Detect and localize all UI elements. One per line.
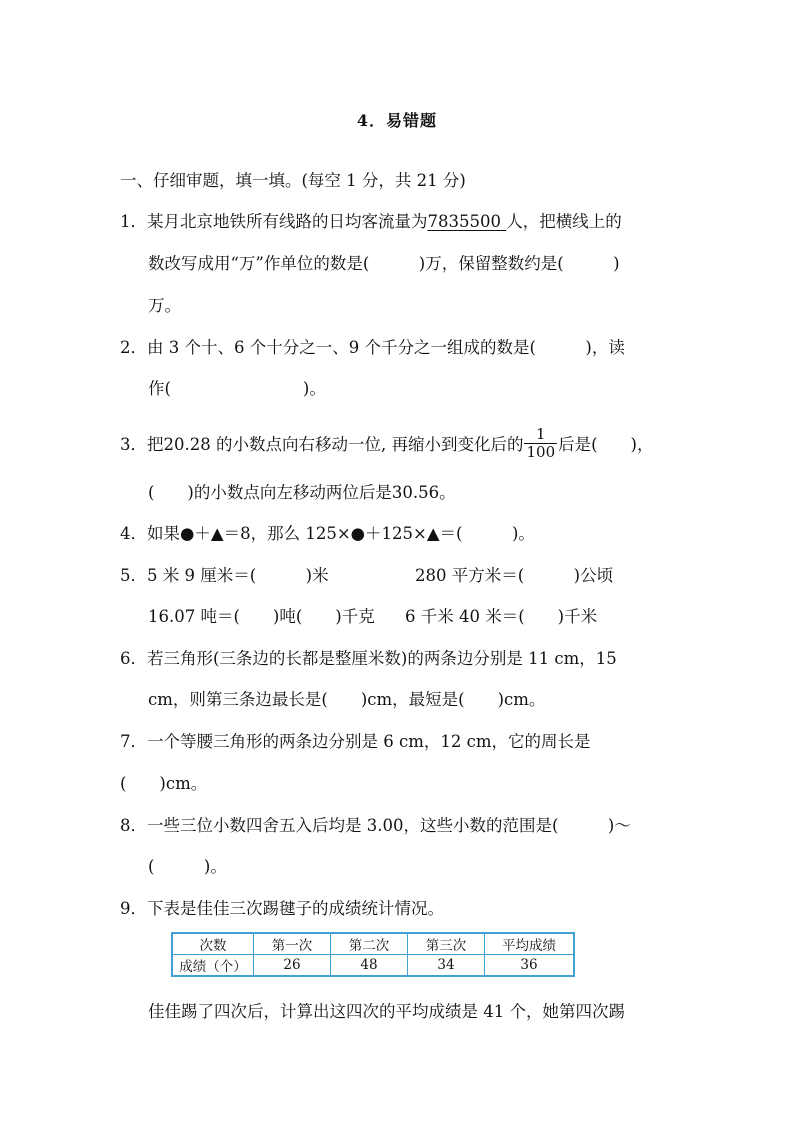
table-cell: 48 [331,955,408,977]
score-table [171,932,575,977]
table-header-cell: 第二次 [331,933,408,955]
question-text: 下表是佳佳三次踢毽子的成绩统计情况。 [147,899,444,918]
section-heading: 一、仔细审题，填一填。(每空 1 分，共 21 分) [120,171,466,190]
fraction-denominator: 100 [526,443,556,461]
question-7-line-2: ( )cm。 [120,774,208,793]
question-text: 5 米 9 厘米＝( )米 [147,566,329,585]
question-1-line-3: 万。 [148,296,181,315]
question-text: 把20.28 的小数点向右移动一位, 再缩小到变化后的 [147,435,524,454]
question-5-part-b: 280 平方米＝( )公顷 [415,566,614,585]
question-5-part-c: 16.07 吨＝( )吨( )千克 [148,607,375,626]
question-number: 8． [120,816,147,835]
table-header-cell: 次数 [172,933,254,955]
table-header-cell: 第三次 [408,933,485,955]
underlined-number: 7835500 [427,212,501,231]
question-text: 一些三位小数四舍五入后均是 3.00，这些小数的范围是( )～ [147,816,631,835]
question-2-line-2: 作( )。 [148,379,326,398]
table-cell: 34 [408,955,485,977]
table-cell: 26 [254,955,331,977]
question-number: 6． [120,649,147,668]
question-3-line-1 [120,425,654,463]
question-text: 某月北京地铁所有线路的日均客流量为 [147,212,428,231]
table-header-row [172,933,574,955]
question-9-line-2: 佳佳踢了四次后，计算出这四次的平均成绩是 41 个，她第四次踢 [148,1002,625,1021]
question-text: 人，把横线上的 [506,212,622,231]
question-6-line-1 [120,648,617,670]
table-header-cell: 平均成绩 [485,933,575,955]
question-5-part-d: 6 千米 40 米＝( )千米 [405,607,598,626]
question-8-line-2: ( )。 [148,857,227,876]
question-6-line-2: cm，则第三条边最长是( )cm，最短是( )cm。 [148,690,546,709]
table-cell: 成绩（个） [172,955,254,977]
question-3-line-2: ( )的小数点向左移动两位后是30.56。 [148,483,456,502]
question-1-line-1 [120,211,622,233]
question-2-line-1 [120,337,625,359]
question-4-line-1 [120,523,535,545]
question-number: 7． [120,732,147,751]
question-text: 如果●＋▲＝8，那么 125×●＋125×▲＝( )。 [147,524,535,543]
question-number: 5． [120,566,147,585]
question-text: 后是( )， [558,435,654,454]
question-number: 9． [120,899,147,918]
question-text: 由 3 个十、6 个十分之一、9 个千分之一组成的数是( )，读 [147,338,625,357]
fraction-numerator: 1 [524,426,557,444]
question-number: 2． [120,338,147,357]
table-cell: 36 [485,955,575,977]
question-1-line-2: 数改写成用“万”作单位的数是( )万，保留整数约是( ) [148,254,620,273]
page-title: 4．易错题 [356,111,438,130]
question-number: 4． [120,524,147,543]
question-7-line-1 [120,731,591,753]
fraction [524,426,557,461]
table-header-cell: 第一次 [254,933,331,955]
question-9-line-1 [120,898,444,920]
question-8-line-1 [120,815,631,837]
question-text: 一个等腰三角形的两条边分别是 6 cm，12 cm，它的周长是 [147,732,591,751]
question-number: 1． [120,212,147,231]
question-5-line-1 [120,565,329,587]
question-text: 若三角形(三条边的长都是整厘米数)的两条边分别是 11 cm，15 [147,649,617,668]
question-number: 3． [120,435,147,454]
table-row [172,955,574,977]
